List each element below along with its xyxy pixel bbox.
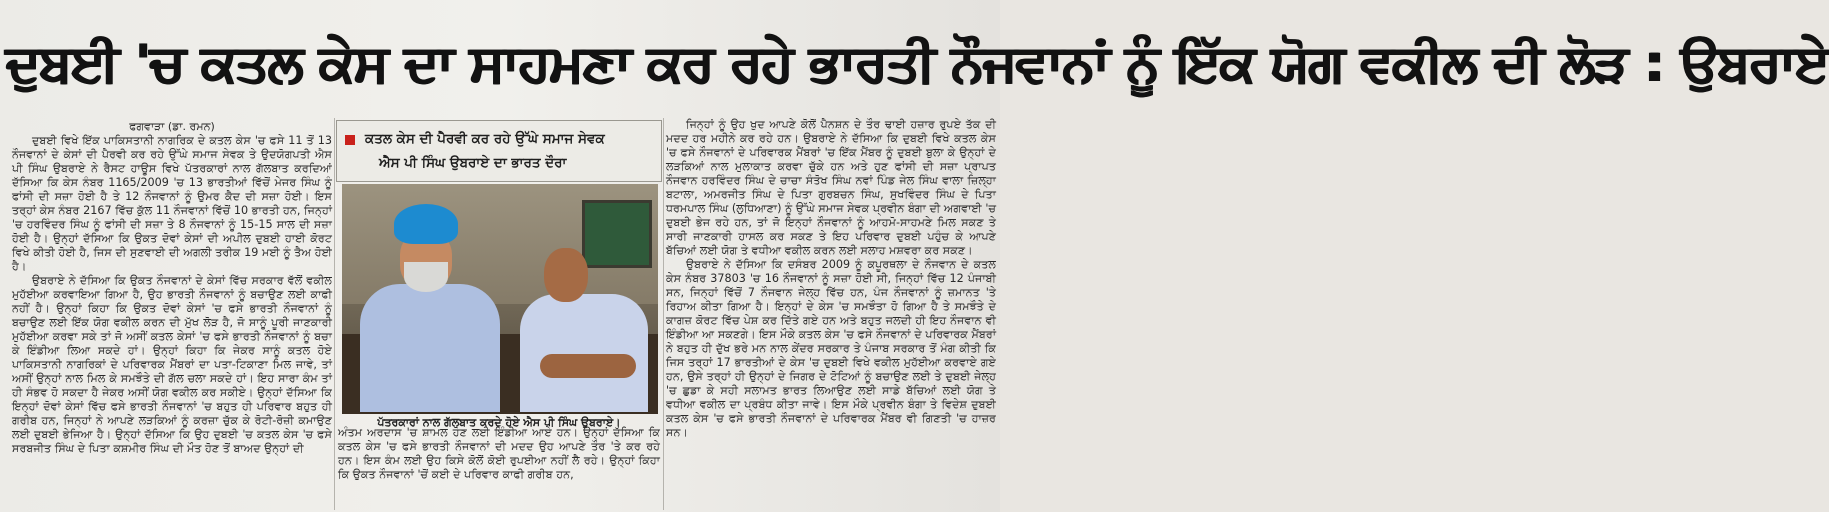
photo-box (336, 120, 662, 429)
article-column-2 (338, 426, 660, 510)
photo-person-right-head (544, 248, 588, 302)
paragraph: ਉਬਰਾਏ ਨੇ ਦੱਸਿਆ ਕਿ ਉਕਤ ਨੌਜਵਾਨਾਂ ਦੇ ਕੇਸਾਂ ਵਿੱਚ ਸਰਕਾਰ ਵੱਲੋਂ ਵਕੀਲ ਮੁਹੱਈਆ ਕਰਵਾਇਆ ਗਿਆ ਹੈ, ਉਹ ਭਾਰਤੀ ਨੌਜਵਾਨਾਂ ਨੂੰ ਬਚਾਉਣ ਲਈ ਕਾਫੀ ਨਹੀਂ ਹੈ। ਉਨ੍ਹਾਂ ਕਿਹਾ ਕਿ ਉਕਤ ਦੋਵਾਂ ਕੇਸਾਂ 'ਚ ਫਸੇ ਭਾਰਤੀ ਨੌਜਵਾਨਾਂ ਨੂੰ ਬਚਾਉਣ ਲਈ ਇੱਕ ਯੋਗ ਵਕੀਲ ਕਰਨ ਦੀ ਮੁੱਖ ਲੋੜ ਹੈ, ਜੋ ਸਾਨੂੰ ਪੂਰੀ ਜਾਣਕਾਰੀ ਮੁਹੱਈਆ ਕਰਵਾ ਸਕੇ ਤਾਂ ਜੋ ਅਸੀਂ ਕਤਲ ਕੇਸਾਂ 'ਚ ਫਸੇ ਭਾਰਤੀ ਨੌਜਵਾਨਾਂ ਨੂੰ ਬਚਾ ਕੇ ਇੰਡੀਆ ਲਿਆ ਸਕਦੇ ਹਾਂ। ਉਨ੍ਹਾਂ ਕਿਹਾ ਕਿ ਜੇਕਰ ਸਾਨੂੰ ਕਤਲ ਹੋਏ ਪਾਕਿਸਤਾਨੀ ਨਾਗਰਿਕਾਂ ਦੇ ਪਰਿਵਾਰਕ ਮੈਂਬਰਾਂ ਦਾ ਪਤਾ-ਟਿਕਾਣਾ ਮਿਲ ਜਾਵੇ, ਤਾਂ ਅਸੀਂ ਉਨ੍ਹਾਂ ਨਾਲ ਮਿਲ ਕੇ ਸਮਝੌਤੇ ਦੀ ਗੱਲ ਚਲਾ ਸਕਦੇ ਹਾਂ। ਇਹ ਸਾਰਾ ਕੰਮ ਤਾਂ ਹੀ ਸੰਭਵ ਹੋ ਸਕਦਾ ਹੈ ਜੇਕਰ ਅਸੀਂ ਯੋਗ ਵਕੀਲ ਕਰ ਸਕੀਏ। ਉਨ੍ਹਾਂ ਦੱਸਿਆ ਕਿ ਇਨ੍ਹਾਂ ਦੋਵਾਂ ਕੇਸਾਂ ਵਿੱਚ ਫਸੇ ਭਾਰਤੀ ਨੌਜਵਾਨਾਂ 'ਚ ਬਹੁਤ ਹੀ ਪਰਿਵਾਰ ਬਹੁਤ ਹੀ ਗਰੀਬ ਹਨ, ਜਿਨ੍ਹਾਂ ਨੇ ਆਪਣੇ ਲੜਕਿਆਂ ਨੂੰ ਕਰਜ਼ਾ ਚੁੱਕ ਕੇ ਰੋਟੀ-ਰੋਜ਼ੀ ਕਮਾਉਣ ਲਈ ਦੁਬਈ ਭੇਜਿਆ ਹੈ। ਉਨ੍ਹਾਂ ਦੱਸਿਆ ਕਿ ਉਹ ਦੁਬਈ 'ਚ ਕਤਲ ਕੇਸ 'ਚ ਫਸੇ ਸਰਬਜੀਤ ਸਿੰਘ ਦੇ ਪਿਤਾ ਕਸ਼ਮੀਰ ਸਿੰਘ ਦੀ ਮੌਤ ਹੋਣ ਤੋਂ ਬਾਅਦ ਉਨ੍ਹਾਂ ਦੀ (12, 274, 332, 455)
photo-person-left-turban (394, 204, 458, 244)
photo-person-right-arms (540, 354, 636, 378)
photo-person-right-body (520, 294, 648, 412)
photo-box-title: ਕਤਲ ਕੇਸ ਦੀ ਪੈਰਵੀ ਕਰ ਰਹੇ ਉੱਘੇ ਸਮਾਜ ਸੇਵਕ (365, 131, 605, 147)
photo-person-left-beard (404, 262, 448, 292)
photo-box-header (336, 120, 662, 182)
photo-box-subtitle: ਐਸ ਪੀ ਸਿੰਘ ਉਬਰਾਏ ਦਾ ਭਾਰਤ ਦੌਰਾ (379, 155, 567, 171)
paragraph: ਉਬਰਾਏ ਨੇ ਦੱਸਿਆ ਕਿ ਦਸੰਬਰ 2009 ਨੂੰ ਕਪੂਰਥਲਾ ਦੇ ਨੌਜਵਾਨ ਦੇ ਕਤਲ ਕੇਸ ਨੰਬਰ 37803 'ਚ 16 ਨੌਜਵਾਨਾਂ ਨੂੰ ਸਜ਼ਾ ਹੋਈ ਸੀ, ਜਿਨ੍ਹਾਂ ਵਿੱਚ 12 ਪੰਜਾਬੀ ਸਨ, ਜਿਨ੍ਹਾਂ ਵਿੱਚੋਂ 7 ਨੌਜਵਾਨ ਜੇਲ੍ਹ ਵਿੱਚ ਹਨ, ਪੰਜ ਨੌਜਵਾਨਾਂ ਨੂੰ ਜ਼ਮਾਨਤ 'ਤੇ ਰਿਹਾਅ ਕੀਤਾ ਗਿਆ ਹੈ। ਇਨ੍ਹਾਂ ਦੇ ਕੇਸ 'ਚ ਸਮਝੌਤਾ ਹੋ ਗਿਆ ਹੈ ਤੇ ਸਮਝੌਤੇ ਦੇ ਕਾਗਜ਼ ਕੋਰਟ ਵਿੱਚ ਪੇਸ਼ ਕਰ ਦਿੱਤੇ ਗਏ ਹਨ ਅਤੇ ਬਹੁਤ ਜਲਦੀ ਹੀ ਇਹ ਨੌਜਵਾਨ ਵੀ ਇੰਡੀਆ ਆ ਸਕਣਗੇ। ਇਸ ਮੌਕੇ ਕਤਲ ਕੇਸ 'ਚ ਫਸੇ ਨੌਜਵਾਨਾਂ ਦੇ ਪਰਿਵਾਰਕ ਮੈਂਬਰਾਂ ਨੇ ਬਹੁਤ ਹੀ ਦੁੱਖ ਭਰੇ ਮਨ ਨਾਲ ਕੇਂਦਰ ਸਰਕਾਰ ਤੇ ਪੰਜਾਬ ਸਰਕਾਰ ਤੋਂ ਮੰਗ ਕੀਤੀ ਕਿ ਜਿਸ ਤਰ੍ਹਾਂ 17 ਭਾਰਤੀਆਂ ਦੇ ਕੇਸ 'ਚ ਦੁਬਈ ਵਿਖੇ ਵਕੀਲ ਮੁਹੱਈਆ ਕਰਵਾਏ ਗਏ ਹਨ, ਉਸੇ ਤਰ੍ਹਾਂ ਹੀ ਉਨ੍ਹਾਂ ਦੇ ਜਿਗਰ ਦੇ ਟੋਟਿਆਂ ਨੂੰ ਬਚਾਉਣ ਲਈ ਤੇ ਦੁਬਈ ਜੇਲ੍ਹ 'ਚ ਛੁਡਾ ਕੇ ਸਹੀ ਸਲਾਮਤ ਭਾਰਤ ਲਿਆਉਣ ਲਈ ਸਾਡੇ ਬੱਚਿਆਂ ਲਈ ਯੋਗ ਤੇ ਵਧੀਆ ਵਕੀਲ ਦਾ ਪ੍ਰਬੰਧ ਕੀਤਾ ਜਾਵੇ। ਇਸ ਮੌਕੇ ਪ੍ਰਵੀਨ ਬੰਗਾ ਤੇ ਵਿਦੇਸ਼ ਦੁਬਈ ਕਤਲ ਕੇਸ 'ਚ ਫਸੇ ਭਾਰਤੀ ਨੌਜਵਾਨਾਂ ਦੇ ਪਰਿਵਾਰਕ ਮੈਂਬਰ ਵੀ ਗਿਣਤੀ 'ਚ ਹਾਜ਼ਰ ਸਨ। (666, 258, 996, 439)
column-divider (663, 118, 664, 510)
photo-person-left-body (360, 284, 500, 412)
photo-wall-frame (582, 200, 652, 268)
column-divider (334, 118, 335, 510)
paragraph: ਅੰਤਮ ਅਰਦਾਸ 'ਚ ਸ਼ਾਮਲ ਹੋਣ ਲਈ ਇੰਡੀਆ ਆਏ ਹਨ। ਉਨ੍ਹਾਂ ਦੱਸਿਆ ਕਿ ਕਤਲ ਕੇਸ 'ਚ ਫਸੇ ਭਾਰਤੀ ਨੌਜਵਾਨਾਂ ਦੀ ਮਦਦ ਉਹ ਆਪਣੇ ਤੌਰ 'ਤੇ ਕਰ ਰਹੇ ਹਨ। ਇਸ ਕੰਮ ਲਈ ਉਹ ਕਿਸੇ ਕੋਲੋਂ ਕੋਈ ਰੁਪਈਆ ਨਹੀਂ ਲੈ ਰਹੇ। ਉਨ੍ਹਾਂ ਕਿਹਾ ਕਿ ਉਕਤ ਨੌਜਵਾਨਾਂ 'ਚੋਂ ਕਈ ਦੇ ਪਰਿਵਾਰ ਕਾਫੀ ਗਰੀਬ ਹਨ, (338, 426, 660, 481)
paragraph: ਜਿਨ੍ਹਾਂ ਨੂੰ ਉਹ ਖੁਦ ਆਪਣੇ ਕੋਲੋਂ ਪੈਨਸ਼ਨ ਦੇ ਤੌਰ ਢਾਈ ਹਜ਼ਾਰ ਰੁਪਏ ਤੱਕ ਦੀ ਮਦਦ ਹਰ ਮਹੀਨੇ ਕਰ ਰਹੇ ਹਨ। ਉਬਰਾਏ ਨੇ ਦੱਸਿਆ ਕਿ ਦੁਬਈ ਵਿਖੇ ਕਤਲ ਕੇਸ 'ਚ ਫਸੇ ਨੌਜਵਾਨਾਂ ਦੇ ਪਰਿਵਾਰਕ ਮੈਂਬਰਾਂ 'ਚ ਇੱਕ ਮੈਂਬਰ ਨੂੰ ਦੁਬਈ ਬੁਲਾ ਕੇ ਉਨ੍ਹਾਂ ਦੇ ਲੜਕਿਆਂ ਨਾਲ ਮੁਲਾਕਾਤ ਕਰਵਾ ਚੁੱਕੇ ਹਨ ਅਤੇ ਹੁਣ ਫਾਂਸੀ ਦੀ ਸਜ਼ਾ ਪ੍ਰਾਪਤ ਨੌਜਵਾਨ ਹਰਵਿੰਦਰ ਸਿੰਘ ਦੇ ਚਾਚਾ ਸੰਤੋਖ ਸਿੰਘ ਨਵਾਂ ਪਿੰਡ ਜੇਲ ਸਿੰਘ ਵਾਲਾ ਜ਼ਿਲ੍ਹਾ ਬਟਾਲਾ, ਅਮਰਜੀਤ ਸਿੰਘ ਦੇ ਪਿਤਾ ਗੁਰਬਚਨ ਸਿੰਘ, ਸੁਖਵਿੰਦਰ ਸਿੰਘ ਦੇ ਪਿਤਾ ਧਰਮਪਾਲ ਸਿੰਘ (ਲੁਧਿਆਣਾ) ਨੂੰ ਉੱਘੇ ਸਮਾਜ ਸੇਵਕ ਪ੍ਰਵੀਨ ਬੰਗਾ ਦੀ ਅਗਵਾਈ 'ਚ ਦੁਬਈ ਭੇਜ ਰਹੇ ਹਨ, ਤਾਂ ਜੋ ਇਨ੍ਹਾਂ ਨੌਜਵਾਨਾਂ ਨੂੰ ਆਹਮੋ-ਸਾਹਮਣੇ ਮਿਲ ਸਕਣ ਤੇ ਸਾਰੀ ਜਾਣਕਾਰੀ ਹਾਸਲ ਕਰ ਸਕਣ ਤੇ ਇਹ ਪਰਿਵਾਰ ਦੁਬਈ ਪਹੁੰਚ ਕੇ ਆਪਣੇ ਬੱਚਿਆਂ ਲਈ ਯੋਗ ਤੇ ਵਧੀਆ ਵਕੀਲ ਕਰਨ ਲਈ ਸਲਾਹ ਮਸ਼ਵਰਾ ਕਰ ਸਕਣ। (666, 118, 996, 257)
photo-caption: ਪੱਤਰਕਾਰਾਂ ਨਾਲ ਗੱਲਬਾਤ ਕਰਦੇ ਹੋਏ ਐਸ ਪੀ ਸਿੰਘ ਉਬਰਾਏ। (377, 416, 621, 429)
article-column-3 (666, 118, 996, 508)
news-photo (342, 184, 658, 412)
article-column-1 (12, 120, 332, 510)
red-square-bullet-icon (345, 135, 355, 145)
headline: ਦੁਬਈ 'ਚ ਕਤਲ ਕੇਸ ਦਾ ਸਾਹਮਣਾ ਕਰ ਰਹੇ ਭਾਰਤੀ ਨੌਜਵਾਨਾਂ ਨੂੰ ਇੱਕ ਯੋਗ ਵਕੀਲ ਦੀ ਲੋੜ : ਉਬਰਾਏ (6, 34, 1829, 94)
paragraph: ਦੁਬਈ ਵਿਖੇ ਇੱਕ ਪਾਕਿਸਤਾਨੀ ਨਾਗਰਿਕ ਦੇ ਕਤਲ ਕੇਸ 'ਚ ਫਸੇ 11 ਤੋਂ 13 ਨੌਜਵਾਨਾਂ ਦੇ ਕੇਸਾਂ ਦੀ ਪੈਰਵੀ ਕਰ ਰਹੇ ਉੱਘੇ ਸਮਾਜ ਸੇਵਕ ਤੇ ਉਦਯੋਗਪਤੀ ਐਸ ਪੀ ਸਿੰਘ ਉਬਰਾਏ ਨੇ ਰੈਸਟ ਹਾਊਸ ਵਿਖੇ ਪੱਤਰਕਾਰਾਂ ਨਾਲ ਗੱਲਬਾਤ ਕਰਦਿਆਂ ਦੱਸਿਆ ਕਿ ਕੇਸ ਨੰਬਰ 1165/2009 'ਚ 13 ਭਾਰਤੀਆਂ ਵਿੱਚੋਂ ਮੇਜਰ ਸਿੰਘ ਨੂੰ ਫਾਂਸੀ ਦੀ ਸਜ਼ਾ ਹੋਈ ਹੈ ਤੇ 12 ਨੌਜਵਾਨਾਂ ਨੂੰ ਉਮਰ ਕੈਦ ਦੀ ਸਜ਼ਾ ਹੋਈ। ਇਸ ਤਰ੍ਹਾਂ ਕੇਸ ਨੰਬਰ 2167 ਵਿੱਚ ਕੁੱਲ 11 ਨੌਜਵਾਨਾਂ ਵਿੱਚੋਂ 10 ਭਾਰਤੀ ਹਨ, ਜਿਨ੍ਹਾਂ 'ਚ ਹਰਵਿੰਦਰ ਸਿੰਘ ਨੂੰ ਫਾਂਸੀ ਦੀ ਸਜ਼ਾ ਤੇ 8 ਨੌਜਵਾਨਾਂ ਨੂੰ 15-15 ਸਾਲ ਦੀ ਸਜ਼ਾ ਹੋਈ ਹੈ। ਉਨ੍ਹਾਂ ਦੱਸਿਆ ਕਿ ਉਕਤ ਦੋਵਾਂ ਕੇਸਾਂ ਦੀ ਅਪੀਲ ਦੁਬਈ ਹਾਈ ਕੋਰਟ ਵਿਖੇ ਕੀਤੀ ਹੋਈ ਹੈ, ਜਿਸ ਦੀ ਸੁਣਵਾਈ ਦੀ ਅਗਲੀ ਤਰੀਕ 19 ਮਈ ਨੂੰ ਤੈਅ ਹੋਈ ਹੈ। (12, 134, 332, 273)
dateline: ਫਗਵਾੜਾ (ਡਾ. ਰਮਨ) (129, 120, 215, 133)
